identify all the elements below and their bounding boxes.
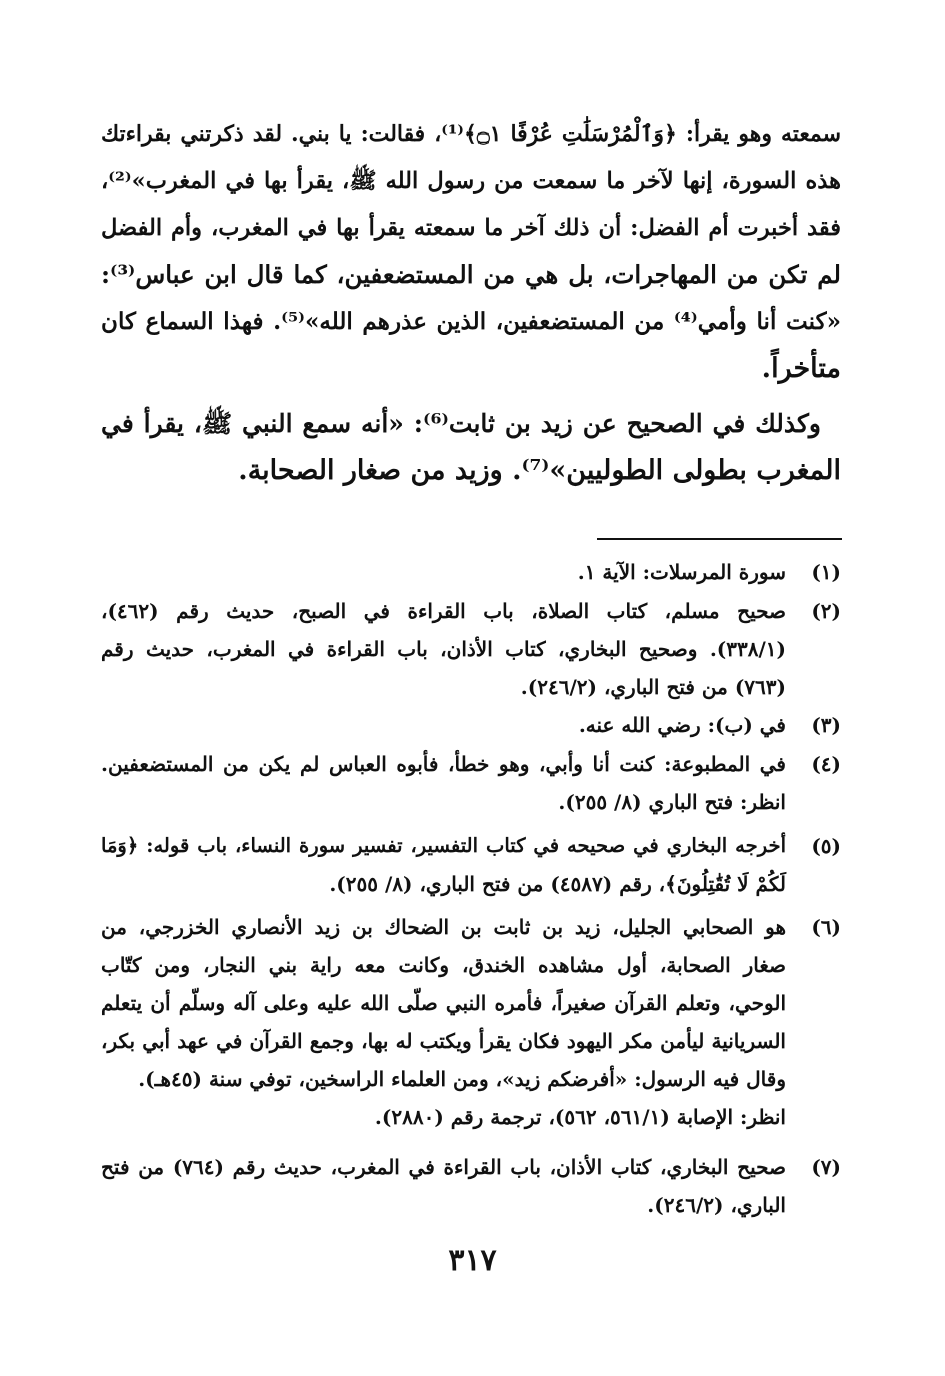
footnote-line: هو الصحابي الجليل، زيد بن ثابت بن الضحاك بن زيد الأنصاري الخزرجي، من	[101, 915, 786, 939]
footnote-line: سورة المرسلات: الآية ١.	[577, 560, 786, 584]
footnote-line: في (ب): رضي الله عنه.	[578, 713, 786, 737]
footnote-line: الوحي، وتعلم القرآن صغيراً، فأمره النبي صلّى الله عليه وعلى آله وسلّم أن يتعلم	[101, 991, 786, 1015]
body-line: هذه السورة، إنها لآخر ما سمعت من رسول الله ﷺ، يقرأ بها في المغرب»⁽²⁾،	[101, 168, 841, 194]
body-line: «كنت أنا وأمي⁽⁴⁾ من المستضعفين، الذين عذرهم الله»⁽⁵⁾. فهذا السماع كان	[101, 308, 841, 335]
body-line: لم تكن من المهاجرات، بل هي من المستضعفين، كما قال ابن عباس⁽³⁾:	[101, 260, 841, 289]
footnote-line: صحيح مسلم، كتاب الصلاة، باب القراءة في الصبح، حديث رقم (٤٦٢)،	[101, 599, 786, 623]
footnote-number: (٦)	[811, 915, 841, 939]
footnote-line: السريانية ليأمن مكر اليهود فكان يقرأ ويكتب له بها، وجمع القرآن في عهد أبي بكر،	[101, 1029, 786, 1053]
footnote-number: (٧)	[811, 1155, 841, 1179]
footnote-line: انظر: الإصابة (٥٦١/١، ٥٦٢)، ترجمة رقم (٢٨٨٠).	[374, 1105, 786, 1129]
footnote-number: (٤)	[811, 752, 841, 776]
footnote-line: صحيح البخاري، كتاب الأذان، باب القراءة في المغرب، حديث رقم (٧٦٤) من فتح	[101, 1155, 786, 1179]
footnote-line: وقال فيه الرسول: «أفرضكم زيد»، ومن العلماء الراسخين، توفي سنة (٤٥هـ).	[138, 1067, 786, 1091]
footnote-number: (١)	[811, 560, 841, 584]
footnote-line: أخرجه البخاري في صحيحه في كتاب التفسير، تفسير سورة النساء، باب قوله: ﴿وَمَا	[101, 834, 786, 857]
footnote-line: لَكُمْ لَا تُقَٰتِلُونَ﴾، رقم (٤٥٨٧) من فتح الباري، (٨/ ٢٥٥).	[329, 872, 786, 896]
body-line: سمعته وهو يقرأ: ﴿وَٱلْمُرْسَلَٰتِ عُرْفًا ۝١﴾⁽¹⁾، فقالت: يا بني. لقد ذكرتني بقراءتك	[101, 121, 841, 147]
footnote-line: (٣٣٨/١). وصحيح البخاري، كتاب الأذان، باب القراءة في المغرب، حديث رقم	[101, 637, 786, 661]
footnote-line: صغار الصحابة، أول مشاهده الخندق، وكانت معه راية بني النجار، ومن كتّاب	[101, 953, 786, 977]
page-number: ٣١٧	[448, 1243, 497, 1278]
footnote-number: (٥)	[811, 834, 841, 858]
body-line: المغرب بطولى الطوليين»⁽⁷⁾. وزيد من صغار الصحابة.	[238, 455, 841, 486]
body-line: وكذلك في الصحيح عن زيد بن ثابت⁽⁶⁾: «أنه سمع النبي ﷺ، يقرأ في	[101, 409, 821, 438]
footnote-divider	[597, 538, 842, 540]
footnote-line: في المطبوعة: كنت أنا وأبي، وهو خطأ، فأبوه العباس لم يكن من المستضعفين.	[101, 752, 786, 776]
footnote-line: الباري، (٢٤٦/٢).	[647, 1193, 786, 1217]
footnote-line: انظر: فتح الباري (٨/ ٢٥٥).	[558, 790, 786, 814]
body-line: متأخراً.	[761, 353, 841, 384]
footnote-line: (٧٦٣) من فتح الباري، (٢٤٦/٢).	[520, 675, 786, 699]
body-line: فقد أخبرت أم الفضل: أن ذلك آخر ما سمعته يقرأ بها في المغرب، وأم الفضل	[101, 215, 841, 241]
footnote-number: (٣)	[811, 713, 841, 737]
footnote-number: (٢)	[811, 599, 841, 623]
